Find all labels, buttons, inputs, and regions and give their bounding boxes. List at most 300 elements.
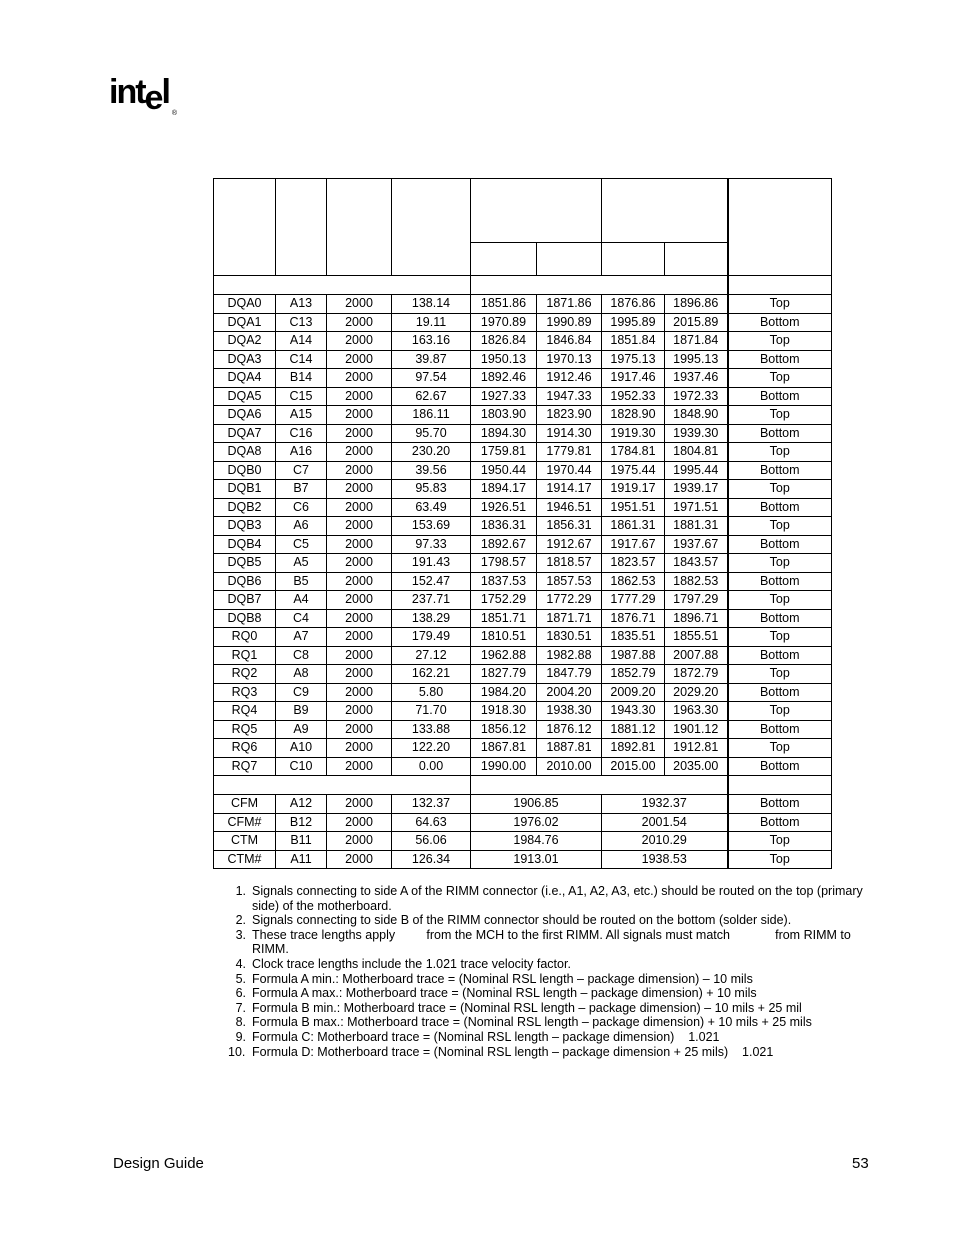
table-cell: Top — [728, 832, 832, 851]
table-cell: 133.88 — [392, 720, 471, 739]
table-cell: 1937.46 — [665, 369, 728, 388]
table-cell: 2029.20 — [665, 683, 728, 702]
table-cell: 95.70 — [392, 424, 471, 443]
header-cell — [471, 179, 602, 243]
table-cell: 1823.57 — [602, 554, 665, 573]
table-cell: 97.33 — [392, 535, 471, 554]
table-cell: 1846.84 — [537, 332, 602, 351]
table-cell: 0.00 — [392, 757, 471, 776]
table-row — [214, 295, 832, 314]
table-cell: 1772.29 — [537, 591, 602, 610]
header-cell — [392, 179, 471, 276]
table-cell: 1892.46 — [471, 369, 537, 388]
table-cell: DQB6 — [214, 572, 276, 591]
note-text: Signals connecting to side B of the RIMM connector should be routed on the bottom (solder side). — [252, 913, 792, 928]
table-cell: CTM# — [214, 850, 276, 869]
table-cell: DQA2 — [214, 332, 276, 351]
table-cell: DQA8 — [214, 443, 276, 462]
table-cell: 126.34 — [392, 850, 471, 869]
table-cell: 1835.51 — [602, 628, 665, 647]
table-cell: C4 — [276, 609, 327, 628]
table-cell: 2000 — [327, 665, 392, 684]
table-cell: 1939.17 — [665, 480, 728, 499]
table-cell: DQB4 — [214, 535, 276, 554]
table-cell: 2000 — [327, 572, 392, 591]
table-cell: 1779.81 — [537, 443, 602, 462]
table-cell: C14 — [276, 350, 327, 369]
table-cell: 1952.33 — [602, 387, 665, 406]
table-cell: 179.49 — [392, 628, 471, 647]
table-cell: 230.20 — [392, 443, 471, 462]
header-cell — [327, 179, 392, 276]
table-cell: 1995.89 — [602, 313, 665, 332]
note-item — [230, 972, 875, 987]
table-cell: Bottom — [728, 720, 832, 739]
note-item — [230, 957, 875, 972]
table-cell: 1938.30 — [537, 702, 602, 721]
table-cell: 138.14 — [392, 295, 471, 314]
note-number: 8. — [235, 1015, 246, 1030]
table-cell: Top — [728, 702, 832, 721]
table-cell: 1896.86 — [665, 295, 728, 314]
table-cell: DQA5 — [214, 387, 276, 406]
table-cell: Bottom — [728, 461, 832, 480]
table-cell: 1914.30 — [537, 424, 602, 443]
table-row — [214, 609, 832, 628]
note-item — [230, 1045, 875, 1060]
header-cell — [602, 243, 665, 276]
table-cell: A11 — [276, 850, 327, 869]
table-cell: 2000 — [327, 406, 392, 425]
table-cell: 132.37 — [392, 795, 471, 814]
logo-text: int — [109, 73, 145, 111]
table-cell: 1837.53 — [471, 572, 537, 591]
table-cell: 1972.33 — [665, 387, 728, 406]
table-cell: 162.21 — [392, 665, 471, 684]
table-cell: 1894.17 — [471, 480, 537, 499]
table-cell: Bottom — [728, 813, 832, 832]
table-cell: 1946.51 — [537, 498, 602, 517]
table-cell: 1919.17 — [602, 480, 665, 499]
note-text: Formula B max.: Motherboard trace = (Nominal RSL length – package dimension) + 10 mils + 25 mils — [252, 1015, 812, 1030]
table-cell: 1901.12 — [665, 720, 728, 739]
table-cell: 1912.67 — [537, 535, 602, 554]
table-cell: CFM — [214, 795, 276, 814]
table-cell: B14 — [276, 369, 327, 388]
table-cell: DQB3 — [214, 517, 276, 536]
table-cell: 1938.53 — [602, 850, 728, 869]
table-cell: 1851.71 — [471, 609, 537, 628]
table-cell: A13 — [276, 295, 327, 314]
table-cell: 2000 — [327, 591, 392, 610]
table-cell: 1871.84 — [665, 332, 728, 351]
table-row — [214, 350, 832, 369]
rsl-trace-length-table — [213, 178, 832, 869]
header-row-1 — [214, 179, 832, 243]
note-number: 7. — [235, 1000, 246, 1015]
table-cell: 2000 — [327, 757, 392, 776]
table-cell: C5 — [276, 535, 327, 554]
table-row — [214, 332, 832, 351]
table-cell: 1971.51 — [665, 498, 728, 517]
table-cell: 1848.90 — [665, 406, 728, 425]
table-cell: 1867.81 — [471, 739, 537, 758]
table-cell: RQ3 — [214, 683, 276, 702]
note-item — [230, 1015, 875, 1030]
table-cell: Bottom — [728, 313, 832, 332]
table-cell: Top — [728, 406, 832, 425]
note-number: 10. — [228, 1044, 246, 1059]
table-row — [214, 646, 832, 665]
table-cell: 1962.88 — [471, 646, 537, 665]
table-row — [214, 406, 832, 425]
table-row — [214, 572, 832, 591]
table-cell: 1752.29 — [471, 591, 537, 610]
table-cell: 1871.86 — [537, 295, 602, 314]
table-cell: Bottom — [728, 387, 832, 406]
table-cell: 1984.76 — [471, 832, 602, 851]
table-cell: 1803.90 — [471, 406, 537, 425]
section-row-clocks — [214, 776, 832, 795]
table-row — [214, 813, 832, 832]
note-item — [230, 1001, 875, 1016]
table-cell: 1823.90 — [537, 406, 602, 425]
table-cell: RQ1 — [214, 646, 276, 665]
table-row — [214, 535, 832, 554]
table-cell: CTM — [214, 832, 276, 851]
table-row — [214, 387, 832, 406]
table-cell: 1918.30 — [471, 702, 537, 721]
table-cell: Top — [728, 628, 832, 647]
section-row-signals — [214, 276, 832, 295]
table-row — [214, 461, 832, 480]
table-cell: 1950.44 — [471, 461, 537, 480]
table-row — [214, 832, 832, 851]
table-cell: DQA6 — [214, 406, 276, 425]
section-cell — [214, 776, 471, 795]
header-cell — [276, 179, 327, 276]
table-cell: A8 — [276, 665, 327, 684]
table-row — [214, 702, 832, 721]
section-cell — [471, 776, 728, 795]
table-cell: 1887.81 — [537, 739, 602, 758]
table-cell: Top — [728, 332, 832, 351]
table-cell: 2000 — [327, 443, 392, 462]
table-cell: 1862.53 — [602, 572, 665, 591]
table-cell: 2004.20 — [537, 683, 602, 702]
table-cell: A10 — [276, 739, 327, 758]
table-cell: 1881.12 — [602, 720, 665, 739]
table-cell: Bottom — [728, 609, 832, 628]
table-cell: 2000 — [327, 332, 392, 351]
table-cell: DQB7 — [214, 591, 276, 610]
table-row — [214, 313, 832, 332]
table-cell: 1827.79 — [471, 665, 537, 684]
table-cell: 1995.44 — [665, 461, 728, 480]
table-cell: A7 — [276, 628, 327, 647]
table-cell: C16 — [276, 424, 327, 443]
table-cell: Top — [728, 554, 832, 573]
table-cell: 2009.20 — [602, 683, 665, 702]
note-number: 6. — [235, 986, 246, 1001]
table-cell: 1912.46 — [537, 369, 602, 388]
table-cell: Bottom — [728, 683, 832, 702]
table-cell: B7 — [276, 480, 327, 499]
table-cell: 1847.79 — [537, 665, 602, 684]
table-cell: 2007.88 — [665, 646, 728, 665]
table-cell: 2000 — [327, 702, 392, 721]
table-row — [214, 850, 832, 869]
intel-logo — [109, 72, 178, 117]
table-row — [214, 369, 832, 388]
table-cell: 1810.51 — [471, 628, 537, 647]
table-cell: A4 — [276, 591, 327, 610]
table-cell: C15 — [276, 387, 327, 406]
table-cell: Top — [728, 850, 832, 869]
table-cell: 27.12 — [392, 646, 471, 665]
note-text: Clock trace lengths include the 1.021 trace velocity factor. — [252, 956, 571, 971]
table-cell: 95.83 — [392, 480, 471, 499]
table-cell: 1896.71 — [665, 609, 728, 628]
table-cell: B11 — [276, 832, 327, 851]
table-cell: 1950.13 — [471, 350, 537, 369]
table-cell: RQ2 — [214, 665, 276, 684]
table-cell: 2000 — [327, 850, 392, 869]
table-cell: 1826.84 — [471, 332, 537, 351]
table-cell: 1894.30 — [471, 424, 537, 443]
table-cell: 1882.53 — [665, 572, 728, 591]
table-row — [214, 480, 832, 499]
table-cell: RQ5 — [214, 720, 276, 739]
table-cell: Top — [728, 443, 832, 462]
table-cell: 1797.29 — [665, 591, 728, 610]
table-cell: 2000 — [327, 795, 392, 814]
table-cell: Top — [728, 591, 832, 610]
table-cell: A12 — [276, 795, 327, 814]
table-cell: 2000 — [327, 498, 392, 517]
table-cell: Bottom — [728, 424, 832, 443]
table-cell: 71.70 — [392, 702, 471, 721]
table-cell: 1881.31 — [665, 517, 728, 536]
table-cell: 56.06 — [392, 832, 471, 851]
table-cell: 1914.17 — [537, 480, 602, 499]
table-row — [214, 424, 832, 443]
table-cell: 1856.12 — [471, 720, 537, 739]
table-cell: 186.11 — [392, 406, 471, 425]
table-cell: A15 — [276, 406, 327, 425]
table-cell: DQB1 — [214, 480, 276, 499]
table-cell: RQ0 — [214, 628, 276, 647]
note-item — [230, 928, 875, 957]
table-cell: 1784.81 — [602, 443, 665, 462]
table-cell: Bottom — [728, 535, 832, 554]
table-cell: 2010.29 — [602, 832, 728, 851]
note-text: Formula D: Motherboard trace = (Nominal RSL length – package dimension + 25 mils) 1.021 — [252, 1044, 774, 1059]
logo-e: e — [144, 79, 162, 117]
table-cell: A6 — [276, 517, 327, 536]
table-cell: 1970.13 — [537, 350, 602, 369]
table-cell: 1939.30 — [665, 424, 728, 443]
table-cell: Top — [728, 480, 832, 499]
table-cell: C6 — [276, 498, 327, 517]
table-cell: 2000 — [327, 350, 392, 369]
table-cell: 2035.00 — [665, 757, 728, 776]
section-cell — [728, 276, 832, 295]
table-cell: DQA7 — [214, 424, 276, 443]
table-cell: C10 — [276, 757, 327, 776]
table-cell: 1970.44 — [537, 461, 602, 480]
table-cell: 1990.00 — [471, 757, 537, 776]
table-notes — [230, 884, 875, 1059]
page-number: 53 — [852, 1155, 869, 1172]
note-text: These trace lengths apply from the MCH to the first RIMM. All signals must match from RIMM to RIMM. — [252, 927, 855, 957]
table-cell: 2000 — [327, 535, 392, 554]
table-cell: 1926.51 — [471, 498, 537, 517]
table-cell: Bottom — [728, 757, 832, 776]
note-item — [230, 884, 875, 913]
table-cell: 63.49 — [392, 498, 471, 517]
table-cell: 163.16 — [392, 332, 471, 351]
table-cell: 138.29 — [392, 609, 471, 628]
table-cell: 152.47 — [392, 572, 471, 591]
table-cell: 1947.33 — [537, 387, 602, 406]
table-cell: 39.56 — [392, 461, 471, 480]
table-cell: 1917.46 — [602, 369, 665, 388]
table-cell: 1777.29 — [602, 591, 665, 610]
table-cell: Bottom — [728, 795, 832, 814]
note-text: Formula B min.: Motherboard trace = (Nominal RSL length – package dimension) – 10 mils + 25 mil — [252, 1000, 802, 1015]
table-row — [214, 443, 832, 462]
table-cell: C13 — [276, 313, 327, 332]
section-cell — [728, 776, 832, 795]
table-cell: 237.71 — [392, 591, 471, 610]
table-cell: RQ6 — [214, 739, 276, 758]
table-cell: 2000 — [327, 813, 392, 832]
table-cell: 1836.31 — [471, 517, 537, 536]
header-cell — [728, 179, 832, 276]
table-row — [214, 498, 832, 517]
table-cell: 2000 — [327, 461, 392, 480]
table-cell: Bottom — [728, 572, 832, 591]
table-cell: 1804.81 — [665, 443, 728, 462]
table-cell: 97.54 — [392, 369, 471, 388]
note-item — [230, 986, 875, 1001]
table-cell: 2000 — [327, 554, 392, 573]
note-text: Formula C: Motherboard trace = (Nominal RSL length – package dimension) 1.021 — [252, 1029, 720, 1044]
table-cell: A9 — [276, 720, 327, 739]
table-cell: 1975.44 — [602, 461, 665, 480]
note-number: 2. — [235, 913, 246, 928]
table-cell: Top — [728, 295, 832, 314]
table-cell: 19.11 — [392, 313, 471, 332]
table-row — [214, 795, 832, 814]
table-cell: B12 — [276, 813, 327, 832]
table-cell: Top — [728, 739, 832, 758]
table-row — [214, 628, 832, 647]
table-row — [214, 517, 832, 536]
table-cell: DQA3 — [214, 350, 276, 369]
table-cell: 2015.89 — [665, 313, 728, 332]
table-cell: CFM# — [214, 813, 276, 832]
logo-tail: l — [161, 73, 169, 111]
table-row — [214, 720, 832, 739]
table-cell: 1970.89 — [471, 313, 537, 332]
table-cell: 1871.71 — [537, 609, 602, 628]
table-cell: 1995.13 — [665, 350, 728, 369]
table-cell: 1892.67 — [471, 535, 537, 554]
table-cell: DQB5 — [214, 554, 276, 573]
note-text: Formula A max.: Motherboard trace = (Nominal RSL length – package dimension) + 10 mils — [252, 986, 757, 1001]
table-cell: 2000 — [327, 387, 392, 406]
table-cell: 2015.00 — [602, 757, 665, 776]
table-cell: RQ4 — [214, 702, 276, 721]
table-cell: Top — [728, 665, 832, 684]
table-cell: DQA1 — [214, 313, 276, 332]
table-cell: DQB0 — [214, 461, 276, 480]
header-cell — [214, 179, 276, 276]
header-cell — [665, 243, 728, 276]
table-cell: RQ7 — [214, 757, 276, 776]
note-item — [230, 913, 875, 928]
table-cell: 122.20 — [392, 739, 471, 758]
table-cell: 2000 — [327, 646, 392, 665]
table-cell: Top — [728, 517, 832, 536]
table-cell: 2000 — [327, 739, 392, 758]
table-cell: C8 — [276, 646, 327, 665]
table-cell: Bottom — [728, 646, 832, 665]
note-number: 1. — [235, 884, 246, 898]
table-cell: 1976.02 — [471, 813, 602, 832]
table-cell: 1917.67 — [602, 535, 665, 554]
table-cell: Bottom — [728, 498, 832, 517]
table-cell: Bottom — [728, 350, 832, 369]
table-cell: 2000 — [327, 609, 392, 628]
table-cell: 1975.13 — [602, 350, 665, 369]
table-cell: 2000 — [327, 480, 392, 499]
table-cell: 1759.81 — [471, 443, 537, 462]
table-cell: B9 — [276, 702, 327, 721]
table-cell: B5 — [276, 572, 327, 591]
table-cell: 2000 — [327, 683, 392, 702]
table-cell: 1987.88 — [602, 646, 665, 665]
note-number: 9. — [235, 1029, 246, 1044]
table-cell: 2010.00 — [537, 757, 602, 776]
table-cell: 1852.79 — [602, 665, 665, 684]
note-number: 5. — [235, 971, 246, 986]
table-cell: A14 — [276, 332, 327, 351]
table-cell: 2000 — [327, 424, 392, 443]
table-cell: 1872.79 — [665, 665, 728, 684]
table-cell: C9 — [276, 683, 327, 702]
table-cell: 1990.89 — [537, 313, 602, 332]
table-cell: 191.43 — [392, 554, 471, 573]
table-row — [214, 739, 832, 758]
table-cell: 1855.51 — [665, 628, 728, 647]
table-cell: 1828.90 — [602, 406, 665, 425]
table-cell: 2000 — [327, 369, 392, 388]
table-cell: 64.63 — [392, 813, 471, 832]
table-cell: C7 — [276, 461, 327, 480]
section-cell — [214, 276, 471, 295]
table-row — [214, 554, 832, 573]
table-cell: 1906.85 — [471, 795, 602, 814]
table-cell: 1937.67 — [665, 535, 728, 554]
table-cell: 1912.81 — [665, 739, 728, 758]
header-cell — [471, 243, 537, 276]
note-number: 3. — [235, 927, 246, 942]
table-cell: 2001.54 — [602, 813, 728, 832]
table-cell: DQA4 — [214, 369, 276, 388]
